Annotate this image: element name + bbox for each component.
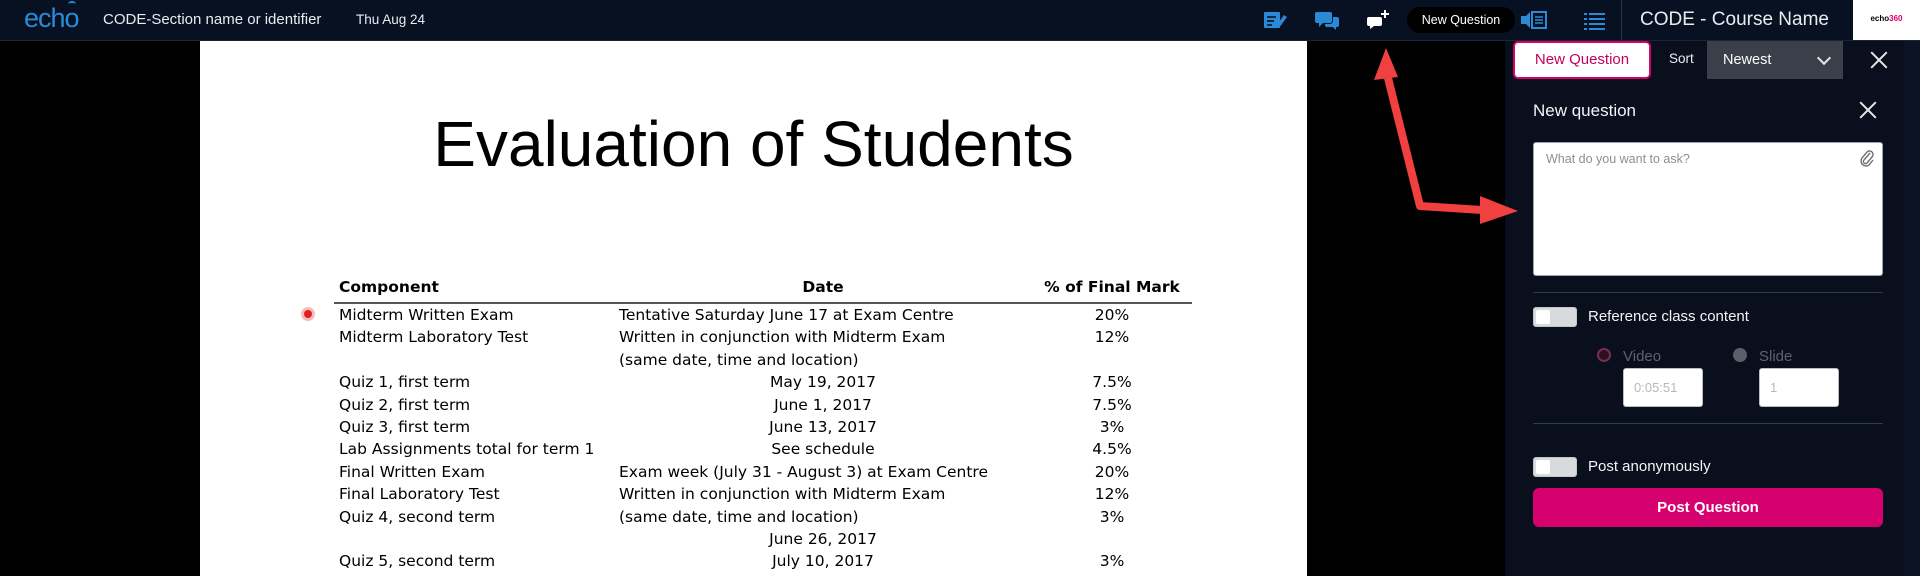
table-row [334,483,1192,505]
slide-number-input[interactable] [1759,368,1839,407]
divider [1533,292,1883,293]
component-cell: Quiz 3, first term [339,418,471,437]
percent-cell [1032,528,1192,550]
component-cell [334,349,614,371]
date-cell: May 19, 2017 [770,373,876,392]
anonymous-label: Post anonymously [1588,458,1711,475]
class-date: Thu Aug 24 [356,12,426,27]
question-input[interactable] [1533,142,1883,276]
table-row [334,303,1192,326]
component-cell: Quiz 4, second term [339,507,496,526]
table-row [334,371,1192,393]
video-timestamp-input[interactable] [1623,368,1703,407]
date-cell: See schedule [771,440,875,459]
video-label: Video [1623,348,1662,365]
component-cell: Quiz 1, first term [339,373,471,392]
new-question-button[interactable]: New Question [1513,41,1651,79]
new-question-icon[interactable] [1366,9,1392,31]
table-row [334,416,1192,438]
percent-cell [1032,349,1192,371]
toggle-knob [1536,460,1550,474]
arrow-head-up [1374,48,1398,80]
reference-label: Reference class content [1588,308,1749,325]
date-cell: (same date, time and location) [619,507,859,526]
table-row [334,394,1192,416]
topbar-divider [1621,0,1622,40]
sort-select[interactable] [1707,41,1843,79]
evaluation-table [334,272,1192,573]
table-row [334,550,1192,572]
toggle-knob [1536,310,1550,324]
table-row [334,326,1192,348]
percent-cell: 4.5% [1092,440,1132,459]
anonymous-toggle[interactable] [1533,457,1577,477]
slide-view-icon[interactable] [1520,9,1548,31]
percent-cell: 12% [1094,328,1130,347]
date-cell: June 26, 2017 [769,530,877,549]
date-cell: July 10, 2017 [772,552,874,571]
new-question-tooltip: New Question [1407,7,1515,33]
percent-cell: 20% [1094,306,1130,324]
component-cell: Final Written Exam [339,462,485,481]
discussion-icon[interactable] [1315,9,1341,31]
date-cell: Written in conjunction with Midterm Exam [619,485,946,504]
component-cell [334,528,614,550]
percent-cell: 3% [1099,418,1125,437]
date-cell: Written in conjunction with Midterm Exam [619,328,946,347]
table-row [334,506,1192,528]
video-radio[interactable] [1597,348,1611,362]
table-body [334,303,1192,573]
list-icon[interactable] [1582,9,1608,31]
sort-label: Sort [1669,51,1694,66]
laser-pointer [304,310,312,318]
table-row [334,349,1192,371]
date-cell: June 1, 2017 [774,395,872,414]
course-name: CODE - Course Name [1640,9,1829,30]
slide-radio[interactable] [1733,348,1747,362]
table-row [334,438,1192,460]
panel-scrollbar[interactable] [1904,41,1920,576]
reference-toggle[interactable] [1533,307,1577,327]
component-cell: Lab Assignments total for term 1 [339,440,595,459]
echo-logo[interactable]: echo [24,3,79,33]
echo360-logo: echo360 [1853,0,1920,40]
post-question-button[interactable]: Post Question [1533,488,1883,527]
percent-cell: 12% [1094,485,1130,504]
table-row [334,528,1192,550]
chevron-down-icon [1817,51,1831,65]
percent-cell: 3% [1099,552,1125,571]
percent-cell: 20% [1094,462,1130,481]
date-cell: Tentative Saturday June 17 at Exam Centre [619,306,954,324]
component-cell: Midterm Laboratory Test [339,328,529,347]
new-question-title: New question [1533,101,1637,120]
percent-cell: 7.5% [1092,373,1132,392]
percent-cell: 3% [1099,507,1125,526]
date-cell: Exam week (July 31 - August 3) at Exam Centre [619,462,988,481]
component-cell: Midterm Written Exam [339,306,514,324]
component-cell: Quiz 5, second term [339,552,496,571]
header-date: Date [614,272,1032,303]
divider-2 [1533,423,1883,424]
close-form-icon[interactable] [1858,100,1878,120]
presentation-slide [200,41,1307,576]
component-cell: Final Laboratory Test [339,485,500,504]
percent-cell: 7.5% [1092,395,1132,414]
table-row [334,461,1192,483]
sort-value: Newest [1723,52,1772,68]
table-header-row [334,272,1192,303]
notes-icon[interactable] [1262,9,1288,31]
date-cell: (same date, time and location) [619,350,859,369]
component-cell: Quiz 2, first term [339,395,471,414]
header-component: Component [334,272,614,303]
top-bar [0,0,1920,41]
section-identifier: CODE-Section name or identifier [103,11,322,28]
close-icon[interactable] [1869,50,1889,70]
slide-label: Slide [1759,348,1793,365]
header-percent: % of Final Mark [1032,272,1192,303]
paperclip-icon[interactable] [1859,149,1875,167]
slide-title: Evaluation of Students [433,108,1074,180]
date-cell: June 13, 2017 [769,418,877,437]
